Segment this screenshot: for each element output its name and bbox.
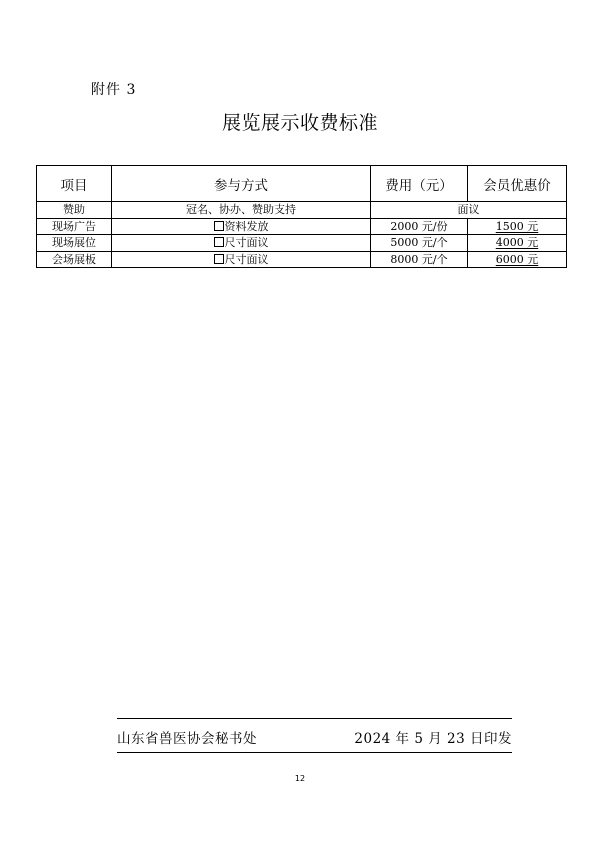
- member-price-value: 1500 元: [495, 219, 539, 233]
- table-header-row: [37, 166, 567, 202]
- cell-method: 冠名、协办、赞助支持: [112, 202, 371, 219]
- member-price-value: 6000 元: [495, 252, 539, 266]
- cell-member-price: [468, 251, 567, 268]
- method-label: 尺寸面议: [224, 236, 269, 250]
- footer-issuer: 山东省兽医协会秘书处: [117, 731, 257, 747]
- header-method: 参与方式: [112, 166, 371, 202]
- checkbox-icon[interactable]: [214, 221, 224, 231]
- method-label: 尺寸面议: [224, 252, 269, 266]
- cell-fee-negotiable: 面议: [371, 202, 567, 219]
- header-item: 项目: [37, 166, 112, 202]
- page-number: 12: [294, 774, 306, 783]
- cell-item: 现场广告: [37, 218, 112, 235]
- cell-item: 现场展位: [37, 235, 112, 252]
- cell-item: 会场展板: [37, 251, 112, 268]
- checkbox-icon[interactable]: [214, 237, 224, 247]
- table-row: [37, 251, 567, 268]
- page-title: 展览展示收费标准: [221, 112, 378, 134]
- checkbox-icon[interactable]: [214, 254, 224, 264]
- footer-top-rule: [117, 718, 512, 719]
- footer-date: 2024 年 5 月 23 日印发: [354, 731, 512, 747]
- cell-member-price: [468, 218, 567, 235]
- cell-fee: 5000 元/个: [371, 235, 468, 252]
- header-member-price: 会员优惠价: [468, 166, 567, 202]
- cell-method: [112, 251, 371, 268]
- header-fee: 费用（元）: [371, 166, 468, 202]
- table-row: [37, 235, 567, 252]
- table-row: [37, 218, 567, 235]
- member-price-value: 4000 元: [495, 236, 539, 250]
- attachment-label: 附件 3: [91, 82, 137, 98]
- cell-fee: 2000 元/份: [371, 218, 468, 235]
- cell-method: [112, 218, 371, 235]
- table-row-sponsor: [37, 202, 567, 219]
- footer-bottom-rule: [117, 752, 512, 753]
- cell-item: 赞助: [37, 202, 112, 219]
- method-label: 资料发放: [224, 219, 269, 233]
- cell-member-price: [468, 235, 567, 252]
- cell-method: [112, 235, 371, 252]
- fee-table: [36, 165, 567, 268]
- cell-fee: 8000 元/个: [371, 251, 468, 268]
